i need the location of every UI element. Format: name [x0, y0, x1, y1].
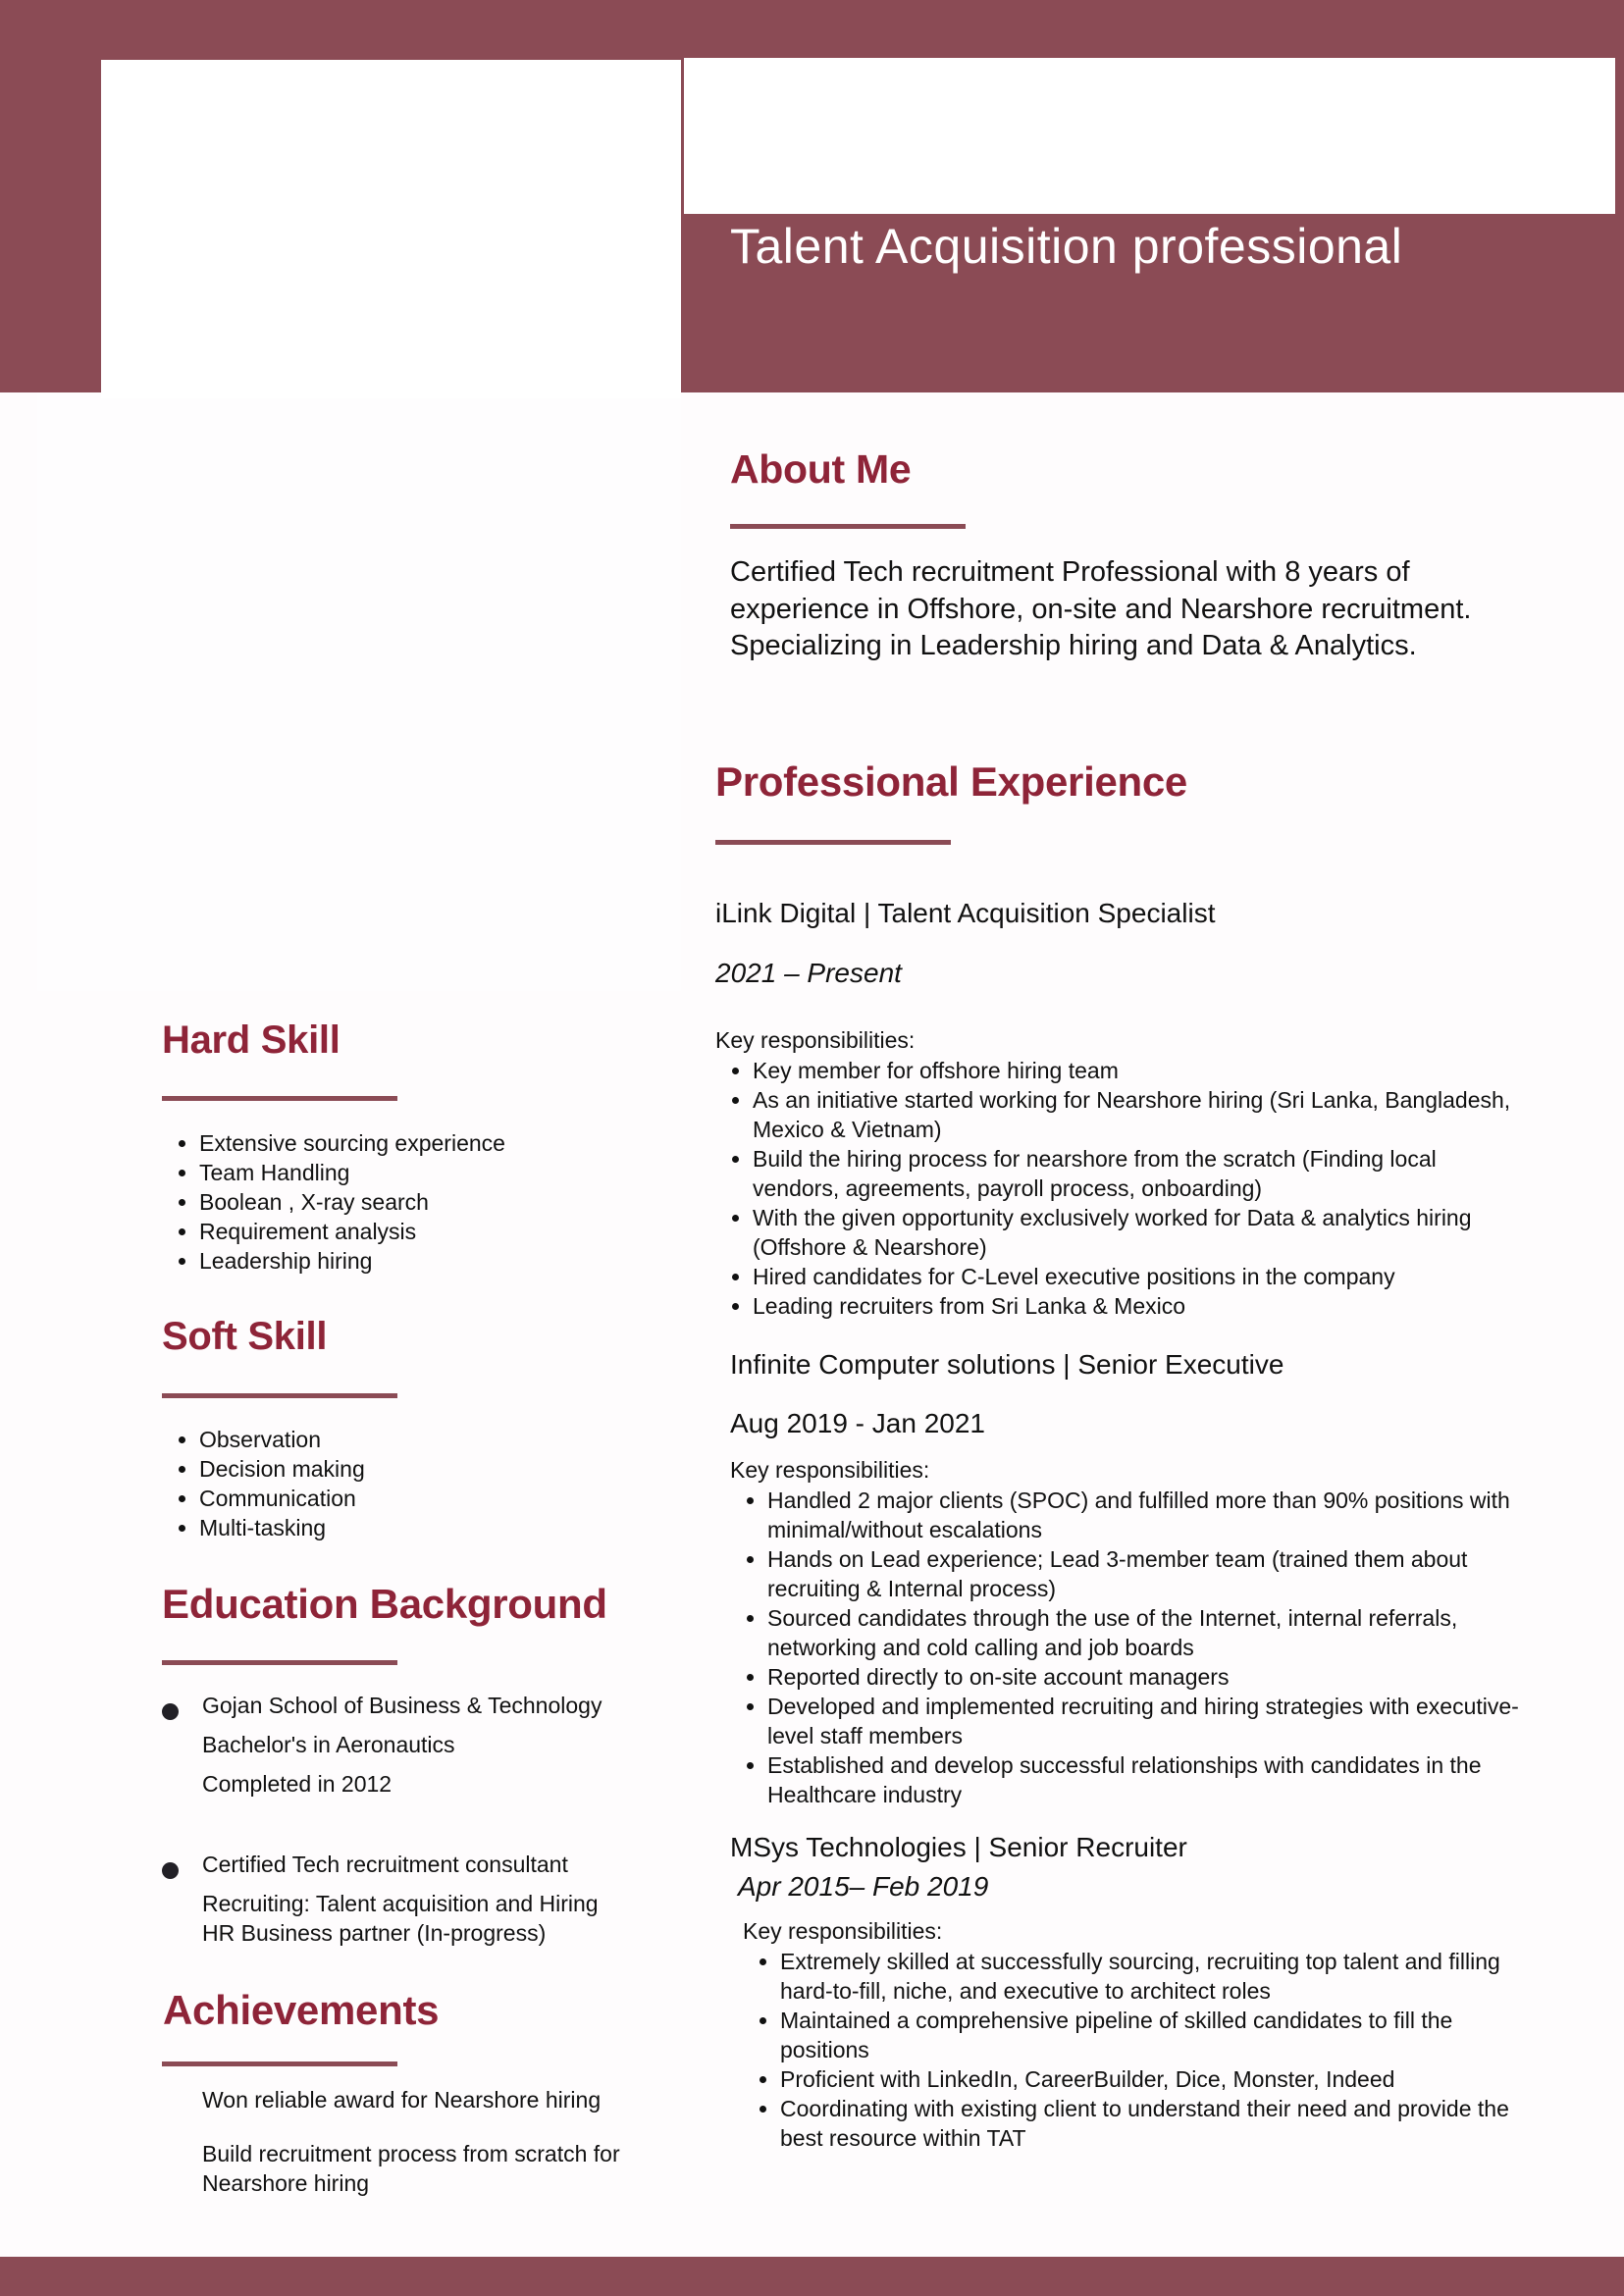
education-line: HR Business partner (In-progress)	[202, 1920, 547, 1946]
list-item: • Observation	[199, 1425, 709, 1454]
list-item: • Multi-tasking	[199, 1513, 709, 1542]
job-resp-label-3: Key responsibilities:	[743, 1918, 943, 1944]
hard-skill-rule	[162, 1096, 397, 1101]
experience-rule	[715, 840, 951, 845]
footer-band	[0, 2257, 1624, 2296]
list-item: • Established and develop successful relationships with candidates in the Healthcare industry	[767, 1750, 1533, 1809]
list-item: • Key member for offshore hiring team	[753, 1056, 1528, 1085]
education-line: Bachelor's in Aeronautics	[202, 1732, 455, 1757]
job-resp-label-2: Key responsibilities:	[730, 1457, 930, 1483]
list-item: • Leadership hiring	[199, 1246, 709, 1276]
education-rule	[162, 1660, 397, 1665]
job-resp-list-3	[743, 1947, 1536, 2153]
list-item: • Sourced candidates through the use of the Internet, internal referrals, networking and cold calling and job boards	[767, 1603, 1533, 1662]
job-dates-3: Apr 2015– Feb 2019	[738, 1871, 989, 1902]
list-item: • Proficient with LinkedIn, CareerBuilder, Dice, Monster, Indeed	[780, 2064, 1536, 2094]
job-dates-1: 2021 – Present	[715, 958, 902, 988]
list-item: • Team Handling	[199, 1158, 709, 1187]
job-title-2: Infinite Computer solutions | Senior Executive	[730, 1349, 1284, 1380]
education-line: Completed in 2012	[202, 1771, 393, 1797]
list-item: • Build the hiring process for nearshore from the scratch (Finding local vendors, agreements, payroll process, onboarding)	[753, 1144, 1528, 1203]
experience-heading: Professional Experience	[715, 758, 1187, 805]
about-heading: About Me	[730, 446, 912, 492]
job-title-1: iLink Digital | Talent Acquisition Specialist	[715, 898, 1216, 928]
about-rule	[730, 524, 966, 529]
list-item: • With the given opportunity exclusively worked for Data & analytics hiring (Offshore & Nearshore)	[753, 1203, 1528, 1262]
name-placeholder-box	[684, 58, 1615, 214]
list-item: • Coordinating with existing client to understand their need and provide the best resource within TAT	[780, 2094, 1536, 2153]
education-line: Gojan School of Business & Technology	[202, 1693, 602, 1718]
soft-skill-rule	[162, 1393, 397, 1398]
hard-skill-heading: Hard Skill	[162, 1018, 341, 1062]
achievements-heading: Achievements	[163, 1987, 440, 2033]
job-resp-label-1: Key responsibilities:	[715, 1027, 916, 1053]
list-item: • Hands on Lead experience; Lead 3-member team (trained them about recruiting & Internal process)	[767, 1544, 1533, 1603]
list-item: • Leading recruiters from Sri Lanka & Mexico	[753, 1291, 1528, 1321]
job-resp-list-1	[715, 1056, 1528, 1321]
soft-skill-heading: Soft Skill	[162, 1315, 328, 1358]
list-item: • Reported directly to on-site account managers	[767, 1662, 1533, 1692]
list-item: • Handled 2 major clients (SPOC) and fulfilled more than 90% positions with minimal/without escalations	[767, 1486, 1533, 1544]
education-heading: Education Background	[162, 1581, 607, 1627]
hard-skill-list	[162, 1128, 709, 1276]
achievement-item: Build recruitment process from scratch for Nearshore hiring	[202, 2141, 620, 2196]
soft-skill-list	[162, 1425, 709, 1542]
bullet-dot-icon	[162, 1703, 179, 1720]
list-item: • Communication	[199, 1484, 709, 1513]
achievement-item: Won reliable award for Nearshore hiring	[202, 2087, 602, 2113]
education-line: Certified Tech recruitment consultant	[202, 1852, 568, 1877]
job-title: Talent Acquisition professional	[730, 219, 1403, 274]
list-item: • Developed and implemented recruiting and hiring strategies with executive-level staff members	[767, 1692, 1533, 1750]
list-item: • Extensive sourcing experience	[199, 1128, 709, 1158]
list-item: • Extremely skilled at successfully sourcing, recruiting top talent and filling hard-to-fill, niche, and executive to architect roles	[780, 1947, 1536, 2006]
job-dates-2: Aug 2019 - Jan 2021	[730, 1408, 985, 1438]
bullet-dot-icon	[162, 1862, 179, 1879]
achievements-rule	[162, 2061, 397, 2066]
list-item: • Maintained a comprehensive pipeline of skilled candidates to fill the positions	[780, 2006, 1536, 2064]
job-resp-list-2	[730, 1486, 1533, 1809]
job-title-3: MSys Technologies | Senior Recruiter	[730, 1832, 1187, 1862]
about-text: Certified Tech recruitment Professional with 8 years of experience in Offshore, on-site and Nearshore recruitment. Specializing in Leadership hiring and Data & Analytics.	[730, 556, 1472, 661]
list-item: • Requirement analysis	[199, 1217, 709, 1246]
education-line: Recruiting: Talent acquisition and Hiring	[202, 1891, 599, 1916]
list-item: • Decision making	[199, 1454, 709, 1484]
list-item: • As an initiative started working for Nearshore hiring (Sri Lanka, Bangladesh, Mexico & Vietnam)	[753, 1085, 1528, 1144]
list-item: • Hired candidates for C-Level executive positions in the company	[753, 1262, 1528, 1291]
photo-area-extension	[37, 392, 681, 991]
profile-photo-placeholder	[101, 60, 681, 398]
list-item: • Boolean , X-ray search	[199, 1187, 709, 1217]
